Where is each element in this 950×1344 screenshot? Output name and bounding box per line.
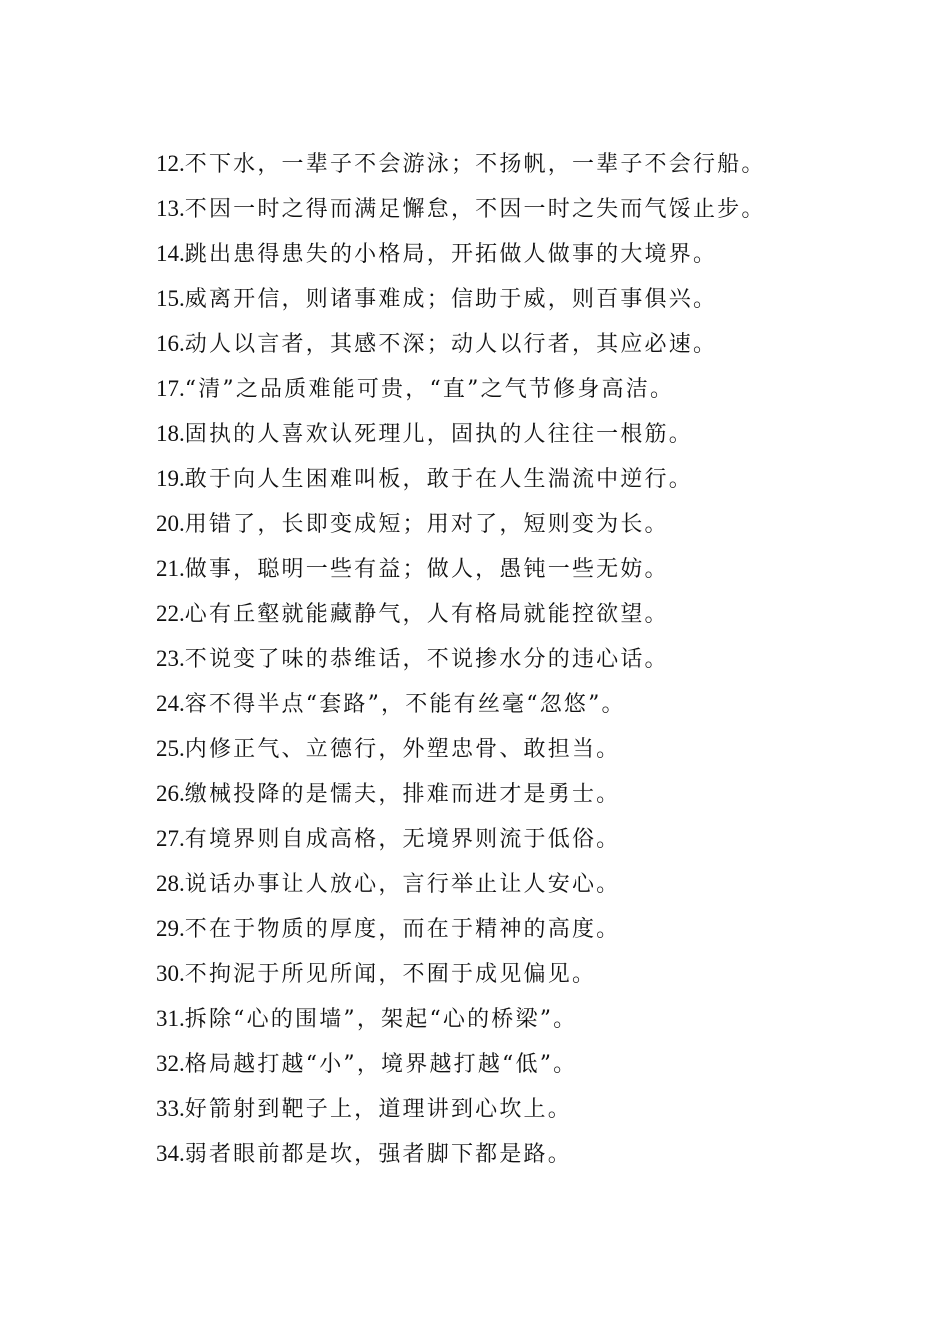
list-item [156, 591, 856, 636]
item-text: 用错了，长即变成短；用对了，短则变为长。 [184, 512, 669, 537]
list-item [156, 321, 856, 366]
item-number: 22. [156, 601, 185, 626]
item-number: 34. [156, 1141, 185, 1166]
item-number: 13. [156, 196, 185, 221]
item-text: 不说变了味的恭维话，不说掺水分的违心话。 [184, 647, 669, 672]
list-item [156, 951, 856, 996]
item-number: 33. [156, 1096, 185, 1121]
list-item [156, 1131, 856, 1176]
list-item [156, 1086, 856, 1131]
list-item [156, 816, 856, 861]
item-number: 31. [156, 1006, 185, 1031]
list-item [156, 636, 856, 681]
item-number: 32. [156, 1051, 185, 1076]
item-number: 18. [156, 421, 185, 446]
item-text: 固执的人喜欢认死理儿，固执的人往往一根筋。 [184, 422, 693, 447]
item-number: 20. [156, 511, 185, 536]
item-number: 21. [156, 556, 185, 581]
list-item [156, 501, 856, 546]
list-item [156, 546, 856, 591]
list-item [156, 186, 856, 231]
item-number: 17. [156, 376, 185, 401]
item-text: 做事，聪明一些有益；做人，愚钝一些无妨。 [184, 557, 669, 582]
item-number: 19. [156, 466, 185, 491]
list-item [156, 861, 856, 906]
item-text: 有境界则自成高格，无境界则流于低俗。 [184, 827, 621, 852]
item-number: 25. [156, 736, 185, 761]
item-text: 好箭射到靶子上，道理讲到心坎上。 [184, 1097, 572, 1122]
list-item [156, 726, 856, 771]
item-number: 16. [156, 331, 185, 356]
item-text: 缴械投降的是懦夫，排难而进才是勇士。 [184, 782, 621, 807]
item-number: 14. [156, 241, 185, 266]
list-item [156, 411, 856, 456]
list-item [156, 231, 856, 276]
item-text: 不拘泥于所见所闻，不囿于成见偏见。 [184, 962, 597, 987]
item-text: 不下水，一辈子不会游泳；不扬帆，一辈子不会行船。 [184, 152, 766, 177]
item-number: 26. [156, 781, 185, 806]
item-text: 心有丘壑就能藏静气，人有格局就能控欲望。 [184, 602, 669, 627]
item-text: 说话办事让人放心，言行举止让人安心。 [184, 872, 621, 897]
list-item [156, 276, 856, 321]
item-text: 容不得半点“套路”，不能有丝毫“忽悠”。 [184, 692, 626, 717]
list-item [156, 366, 856, 411]
list-item [156, 996, 856, 1041]
list-item [156, 456, 856, 501]
list-item [156, 771, 856, 816]
list-item [156, 141, 856, 186]
list-item [156, 1041, 856, 1086]
item-number: 29. [156, 916, 185, 941]
item-text: 拆除“心的围墙”，架起“心的桥梁”。 [184, 1007, 578, 1032]
item-text: 不在于物质的厚度，而在于精神的高度。 [184, 917, 621, 942]
item-text: 威离开信，则诸事难成；信助于威，则百事俱兴。 [184, 287, 718, 312]
list-item [156, 681, 856, 726]
item-text: 敢于向人生困难叫板，敢于在人生湍流中逆行。 [184, 467, 693, 492]
item-number: 24. [156, 691, 185, 716]
item-text: 内修正气、立德行，外塑忠骨、敢担当。 [184, 737, 621, 762]
item-text: 动人以言者，其感不深；动人以行者，其应必速。 [184, 332, 718, 357]
item-text: “清”之品质难能可贵，“直”之气节修身高洁。 [184, 377, 675, 402]
item-number: 12. [156, 151, 185, 176]
item-number: 23. [156, 646, 185, 671]
item-text: 不因一时之得而满足懈怠，不因一时之失而气馁止步。 [184, 197, 766, 222]
numbered-list [156, 141, 856, 1176]
item-number: 27. [156, 826, 185, 851]
item-text: 弱者眼前都是坎，强者脚下都是路。 [184, 1142, 572, 1167]
item-text: 跳出患得患失的小格局，开拓做人做事的大境界。 [184, 242, 718, 267]
item-number: 15. [156, 286, 185, 311]
item-number: 28. [156, 871, 185, 896]
list-item [156, 906, 856, 951]
item-text: 格局越打越“小”，境界越打越“低”。 [184, 1052, 578, 1077]
item-number: 30. [156, 961, 185, 986]
